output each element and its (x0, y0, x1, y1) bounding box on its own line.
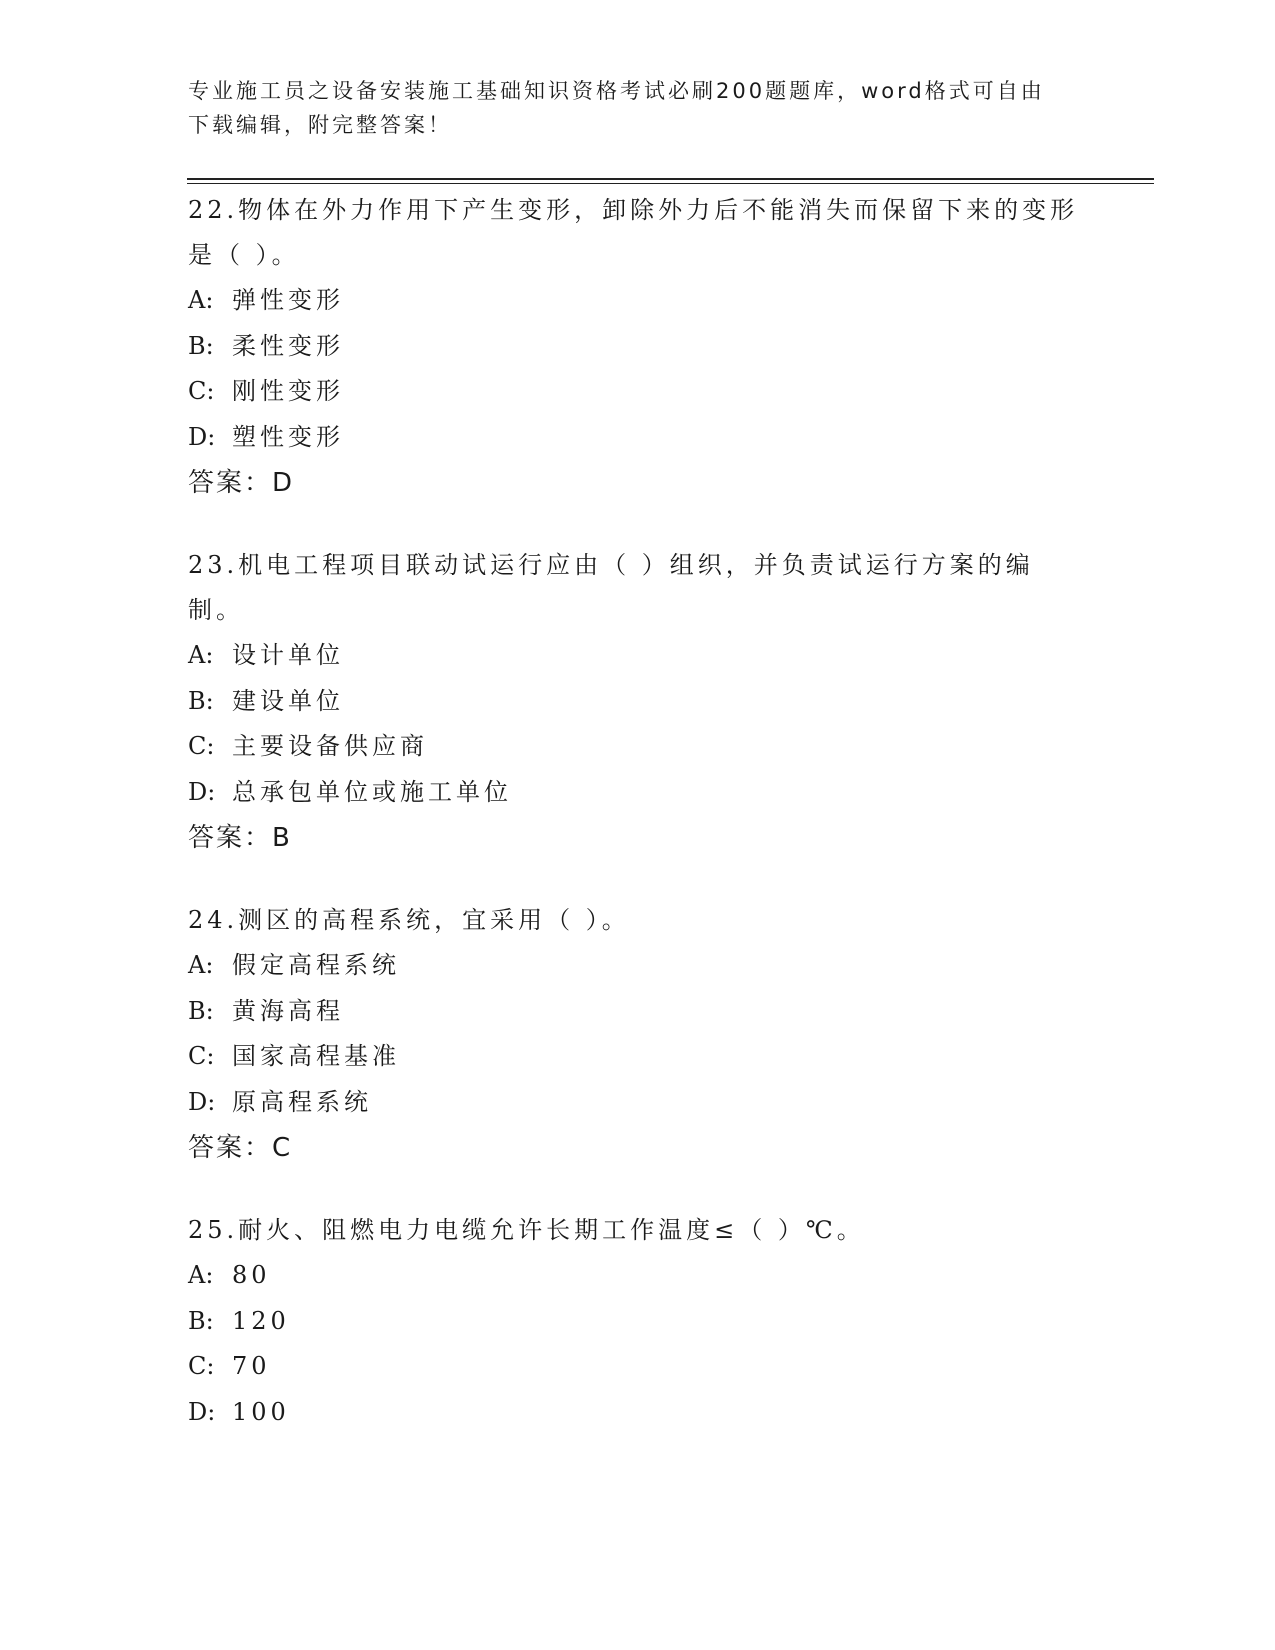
question-25 (188, 1208, 1088, 1435)
option-a (188, 633, 1088, 679)
question-stem: 23.机电工程项目联动试运行应由（ ）组织，并负责试运行方案的编制。 (188, 551, 1034, 624)
option-c (188, 1034, 1088, 1080)
option-text: 刚性变形 (232, 377, 344, 405)
option-b (188, 989, 1088, 1035)
option-text: 120 (232, 1306, 290, 1335)
answer-line: 答案：C (188, 1133, 293, 1163)
option-letter: A: (188, 286, 214, 314)
option-a (188, 1253, 1088, 1299)
option-letter: C: (188, 1042, 215, 1070)
option-letter: D: (188, 1397, 216, 1426)
option-text: 80 (232, 1261, 271, 1289)
option-letter: C: (188, 732, 215, 760)
document-header: 专业施工员之设备安装施工基础知识资格考试必刷200题题库，word格式可自由下载编辑，附完整答案！ (188, 79, 1045, 137)
option-d (188, 1080, 1088, 1126)
question-23 (188, 543, 1088, 861)
option-d (188, 770, 1088, 816)
option-text: 70 (232, 1352, 271, 1380)
option-c (188, 1344, 1088, 1390)
option-text: 100 (232, 1397, 290, 1426)
option-text: 主要设备供应商 (232, 732, 428, 760)
option-text: 弹性变形 (232, 286, 344, 314)
option-text: 黄海高程 (232, 996, 344, 1025)
option-text: 原高程系统 (232, 1087, 372, 1116)
option-letter: D: (188, 422, 216, 451)
header-rule-thick (187, 178, 1154, 180)
header-rule-thin (187, 183, 1154, 184)
option-text: 塑性变形 (232, 422, 344, 451)
option-letter: C: (188, 1352, 215, 1380)
option-d (188, 1390, 1088, 1436)
question-list (188, 188, 1088, 1472)
option-letter: A: (188, 641, 214, 669)
option-d (188, 415, 1088, 461)
option-c (188, 369, 1088, 415)
option-letter: B: (188, 996, 214, 1025)
option-a (188, 278, 1088, 324)
option-letter: A: (188, 951, 214, 979)
question-22 (188, 188, 1088, 506)
option-text: 假定高程系统 (232, 951, 400, 979)
option-b (188, 679, 1088, 725)
question-24 (188, 898, 1088, 1171)
option-letter: A: (188, 1261, 214, 1289)
option-a (188, 943, 1088, 989)
option-letter: C: (188, 377, 215, 405)
question-stem: 25.耐火、阻燃电力电缆允许长期工作温度≤（ ）℃。 (188, 1216, 865, 1244)
option-letter: D: (188, 1087, 216, 1116)
option-letter: B: (188, 331, 214, 360)
option-letter: D: (188, 777, 216, 806)
option-b (188, 324, 1088, 370)
option-c (188, 724, 1088, 770)
option-letter: B: (188, 686, 214, 715)
option-text: 总承包单位或施工单位 (232, 777, 512, 806)
option-b (188, 1299, 1088, 1345)
option-text: 柔性变形 (232, 331, 344, 360)
option-text: 国家高程基准 (232, 1042, 400, 1070)
answer-line: 答案：D (188, 468, 295, 498)
option-text: 设计单位 (232, 641, 344, 669)
option-letter: B: (188, 1306, 214, 1335)
question-stem: 22.物体在外力作用下产生变形，卸除外力后不能消失而保留下来的变形是（ ）。 (188, 196, 1079, 269)
question-stem: 24.测区的高程系统，宜采用（ ）。 (188, 906, 630, 934)
answer-line: 答案：B (188, 823, 292, 853)
option-text: 建设单位 (232, 686, 344, 715)
